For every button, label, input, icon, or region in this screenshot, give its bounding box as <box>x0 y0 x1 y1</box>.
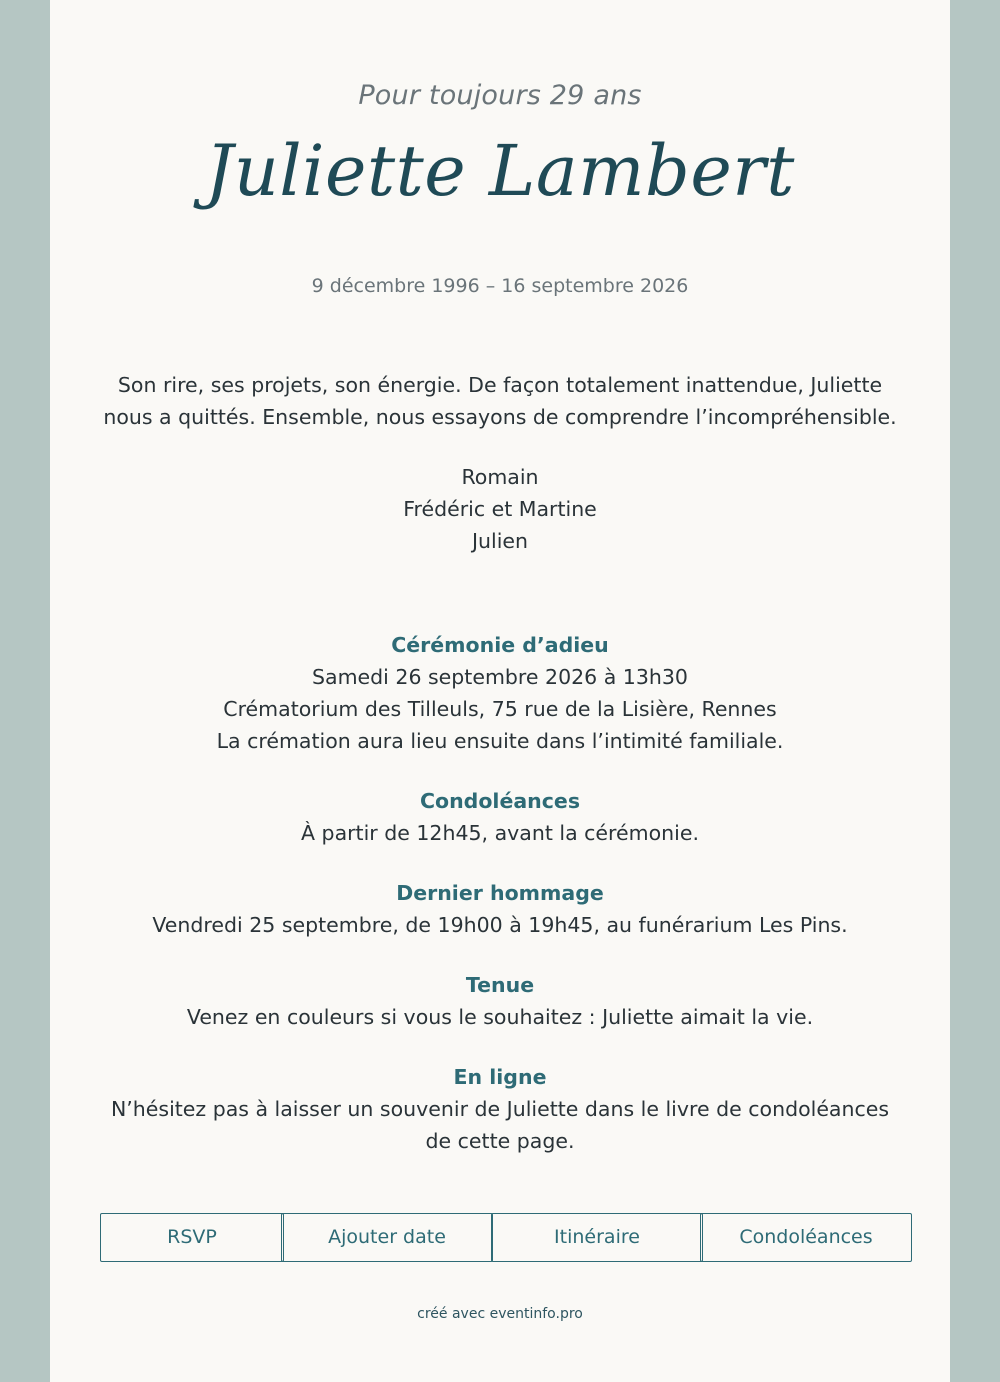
family-member: Julien <box>471 529 529 553</box>
age-subtitle: Pour toujours 29 ans <box>358 80 642 111</box>
add-date-button[interactable]: Ajouter date <box>281 1213 493 1262</box>
section-online <box>110 1061 890 1157</box>
itinerary-button[interactable]: Itinéraire <box>491 1213 703 1262</box>
rsvp-button[interactable]: RSVP <box>100 1213 284 1262</box>
section-last-tribute <box>110 877 890 941</box>
section-dress-code <box>110 969 890 1033</box>
condolences-button[interactable]: Condoléances <box>700 1213 912 1262</box>
announcement-card <box>50 0 950 1382</box>
family-member: Frédéric et Martine <box>403 497 597 521</box>
section-title: Cérémonie d’adieu <box>391 633 609 657</box>
section-line: Vendredi 25 septembre, de 19h00 à 19h45, au funérarium Les Pins. <box>152 913 848 937</box>
section-line: La crémation aura lieu ensuite dans l’intimité familiale. <box>216 729 784 753</box>
section-title: Dernier hommage <box>396 881 604 905</box>
section-title: En ligne <box>453 1065 547 1089</box>
section-line: Venez en couleurs si vous le souhaitez : Juliette aimait la vie. <box>186 1005 814 1029</box>
event-sections <box>110 629 890 1185</box>
section-condolences <box>110 785 890 849</box>
intro-text: Son rire, ses projets, son énergie. De façon totalement inattendue, Juliette nous a quittés. Ensemble, nous essayons de comprendre l’incompréhensible. <box>103 373 897 429</box>
section-line: N’hésitez pas à laisser un souvenir de Juliette dans le livre de condoléances de cette page. <box>110 1097 890 1153</box>
footer-credit[interactable]: créé avec eventinfo.pro <box>417 1306 583 1322</box>
life-dates: 9 décembre 1996 – 16 septembre 2026 <box>311 275 689 297</box>
section-line: Samedi 26 septembre 2026 à 13h30 <box>312 665 688 689</box>
section-title: Tenue <box>465 973 535 997</box>
family-list <box>50 461 950 557</box>
section-title: Condoléances <box>419 789 581 813</box>
section-line: Crématorium des Tilleuls, 75 rue de la Lisière, Rennes <box>223 697 777 721</box>
section-line: À partir de 12h45, avant la cérémonie. <box>301 821 699 845</box>
section-ceremony <box>110 629 890 757</box>
family-member: Romain <box>461 465 539 489</box>
deceased-name: Juliette Lambert <box>205 130 795 212</box>
action-buttons <box>100 1213 900 1260</box>
